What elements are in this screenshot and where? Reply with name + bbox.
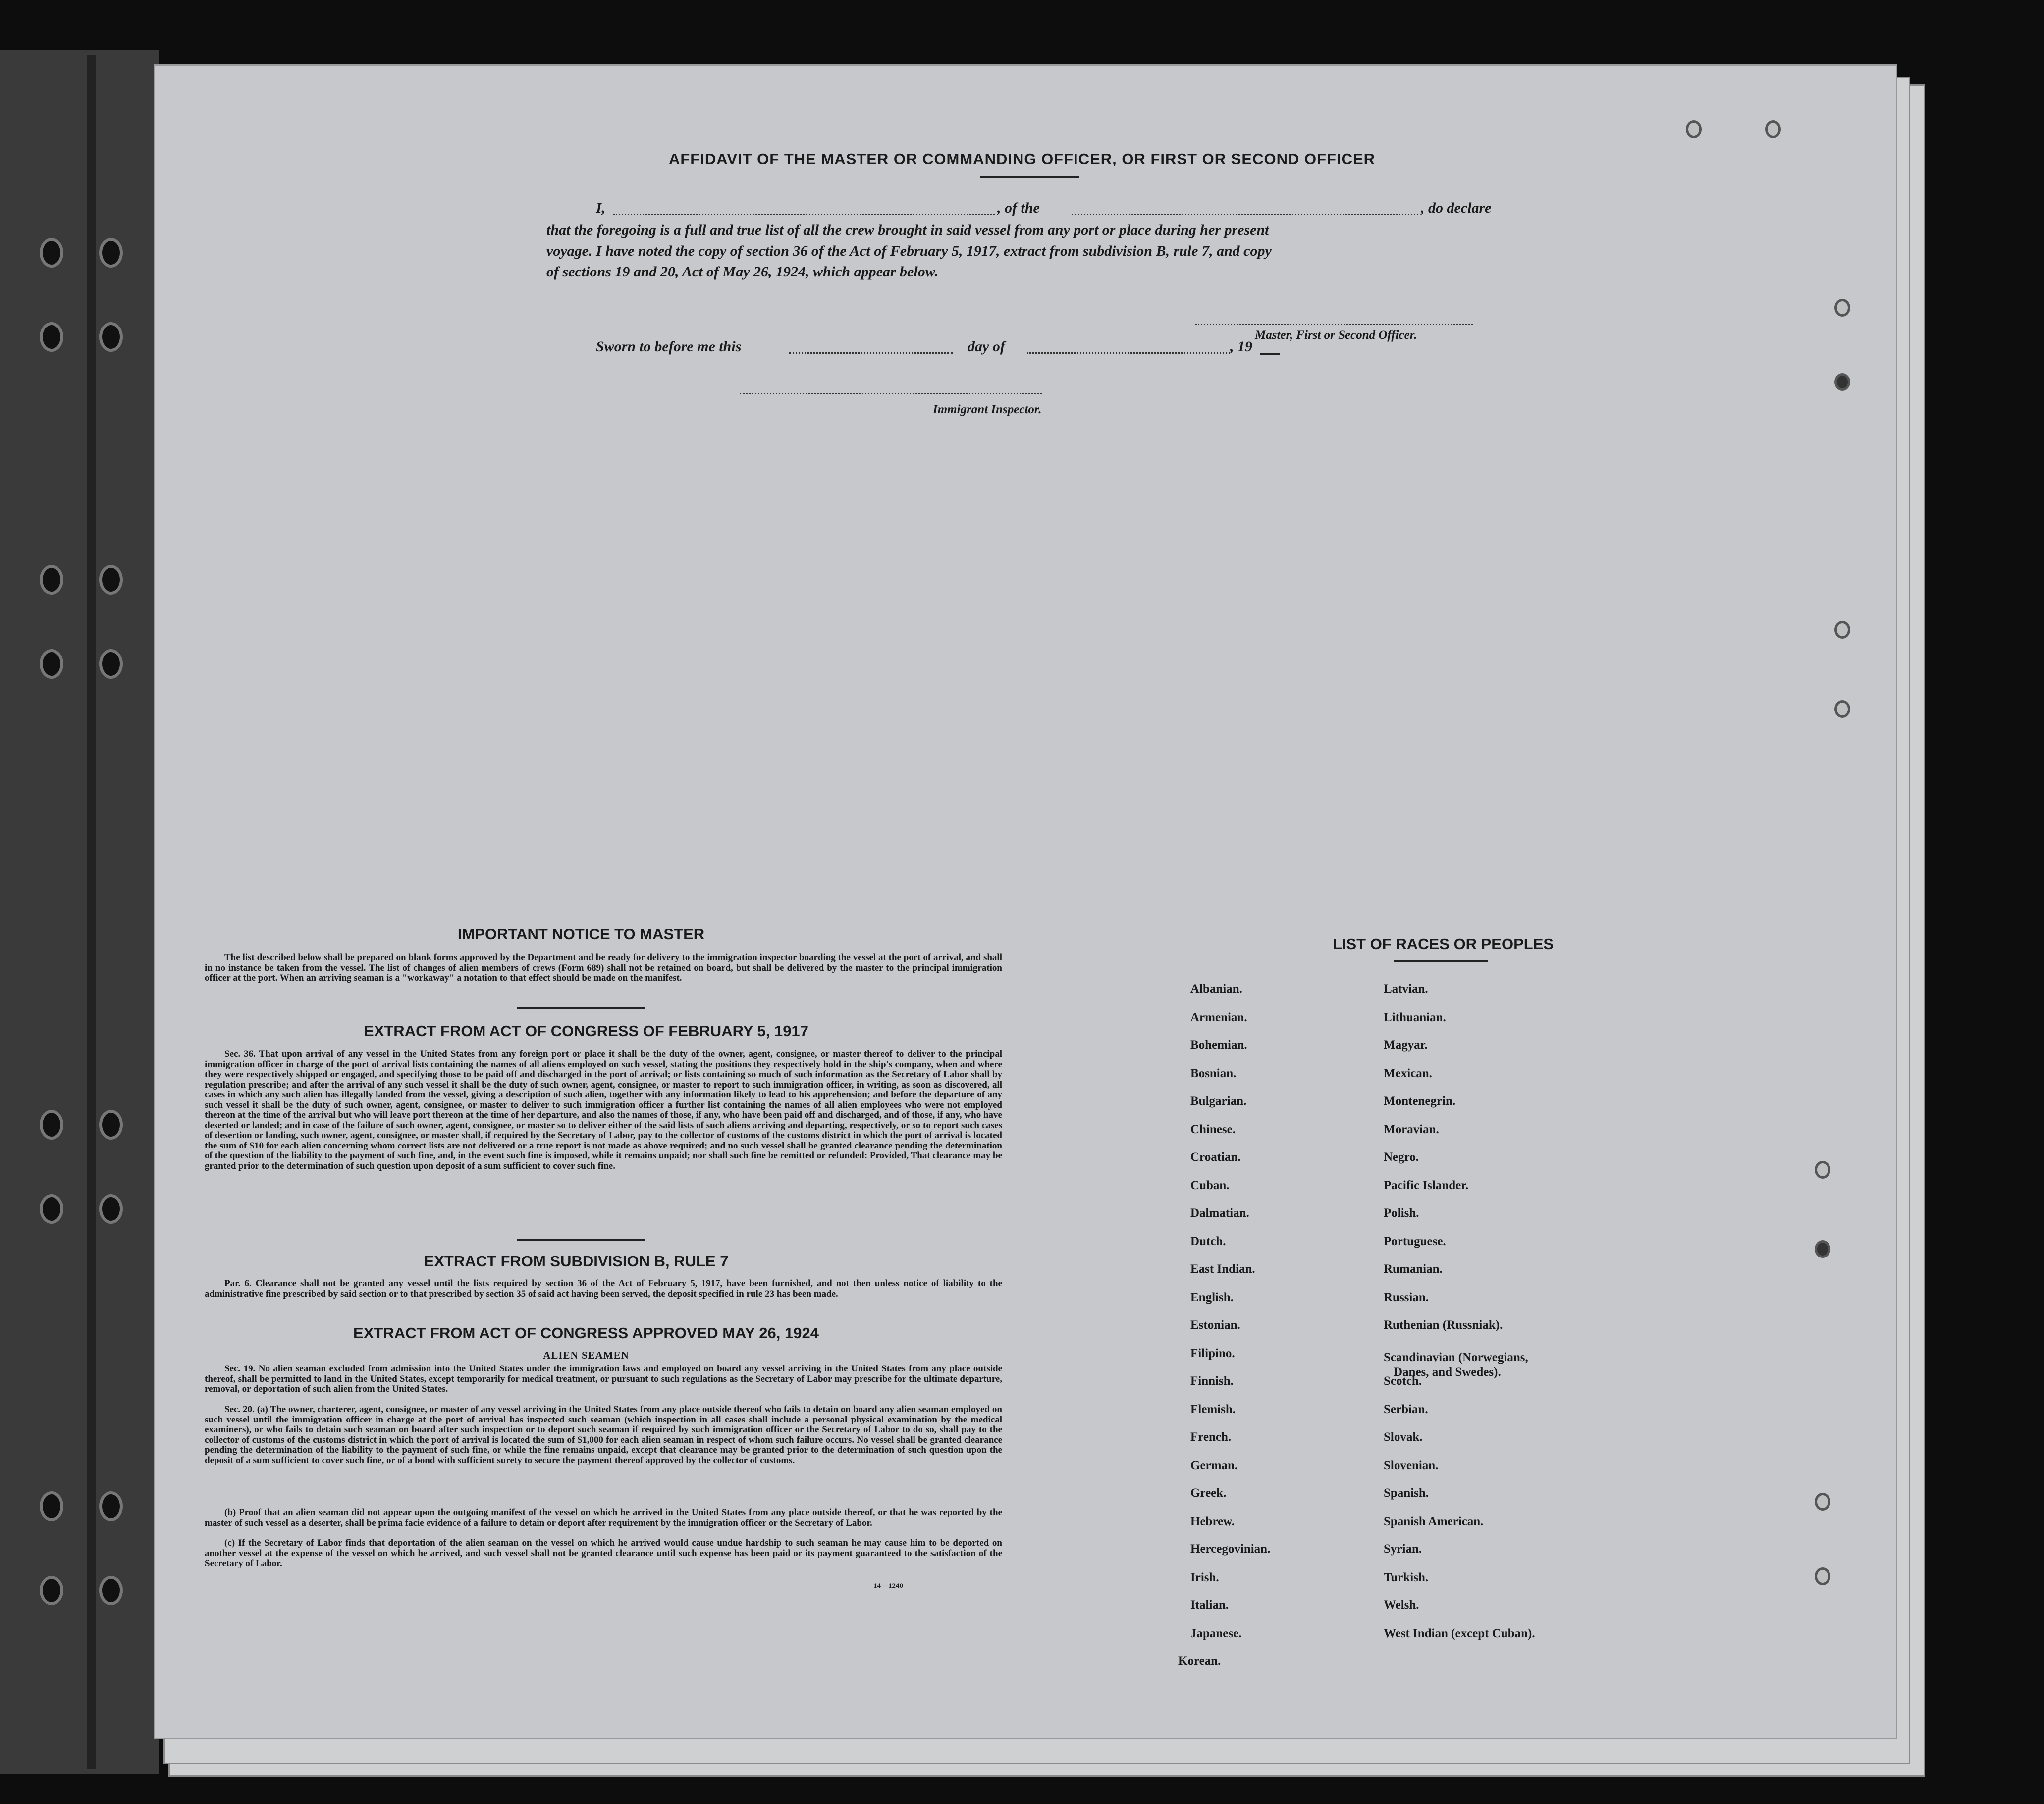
binder-hole (99, 649, 123, 679)
affidavit-title: AFFIDAVIT OF THE MASTER OR COMMANDING OFFICER, OR FIRST OR SECOND OFFICER (668, 150, 1376, 167)
punch-hole (1815, 1493, 1830, 1511)
race-item: Korean. (1178, 1654, 1221, 1668)
inspector-label: Immigrant Inspector. (933, 403, 1042, 416)
race-item: Irish. (1190, 1570, 1219, 1584)
sworn-prefix: Sworn to before me this (596, 338, 742, 355)
race-item: Slovenian. (1384, 1458, 1439, 1472)
binder-hole (99, 1576, 123, 1605)
race-item: Serbian. (1384, 1402, 1428, 1416)
subdivision-b-title: EXTRACT FROM SUBDIVISION B, RULE 7 (424, 1253, 729, 1270)
binder-hole (99, 322, 123, 352)
notice-title: IMPORTANT NOTICE TO MASTER (457, 926, 705, 943)
extract-1924-sec20a: Sec. 20. (a) The owner, charterer, agent, consignee, or master of any vessel arriving in the United States from any place outside thereof who fails to detain on board any alien seaman employed on such vessel until the immigration officer in charge at the port of arrival has inspected such seaman (which inspection in all cases shall include a personal physical examination by the medical examiners), or who fails to detain such seaman on board after such inspection or to deport such seaman if required by such immigration officer or the Secretary of Labor to do so, shall pay to the collector of customs of the customs district in which the port of arrival is located the sum of $1,000 for each alien seaman in respect of whom such failure occurs. No vessel shall be granted clearance pending the determination of the liability to the payment of such fine, or while the fine remains unpaid, except that clearance may be granted prior to the determination of such question upon the deposit of a sum sufficient to cover such fine, or of a bond with sufficient surety to secure the payment thereof approved by the collector of customs. (205, 1404, 1002, 1466)
race-item: Hercegovinian. (1190, 1542, 1271, 1556)
binder-hole (40, 649, 63, 679)
extract-1924-sec20b: (b) Proof that an alien seaman did not appear upon the outgoing manifest of the vessel on which he arrived in the United States from any place outside thereof, or that he was reported by the master of such vessel as a deserter, shall be prima facie evidence of a failure to detain or deport after requirement by the immigration officer or the Secretary of Labor. (205, 1507, 1002, 1528)
affidavit-text-line1: that the foregoing is a full and true list of all the crew brought in said vessel from any port or place during her present (546, 222, 1269, 238)
race-item: French. (1190, 1430, 1232, 1444)
race-item: Scotch. (1384, 1374, 1422, 1388)
section-rule (517, 1007, 645, 1009)
race-item: Latvian. (1384, 983, 1428, 996)
race-item: Ruthenian (Russniak). (1384, 1318, 1503, 1332)
race-item: Bosnian. (1190, 1066, 1237, 1080)
race-item: Flemish. (1190, 1402, 1236, 1416)
binder-hole (99, 1194, 123, 1224)
punch-hole (1834, 700, 1850, 718)
race-item: Montenegrin. (1384, 1094, 1456, 1108)
punch-hole (1815, 1161, 1830, 1179)
form-number: 14—1240 (873, 1582, 903, 1590)
race-item: Russian. (1384, 1290, 1429, 1304)
race-item: Armenian. (1190, 1010, 1247, 1024)
race-item: Dalmatian. (1190, 1206, 1249, 1220)
race-item: Estonian. (1190, 1318, 1240, 1332)
race-item: Finnish. (1190, 1374, 1234, 1388)
race-item: Dutch. (1190, 1234, 1226, 1248)
affidavit-text-line2: voyage. I have noted the copy of section 36 of the Act of February 5, 1917, extract from subdivision B, rule 7, and copy (546, 243, 1272, 259)
document-page (154, 64, 1897, 1739)
race-item: West Indian (except Cuban). (1384, 1626, 1535, 1640)
punch-hole (1834, 373, 1850, 391)
race-item: Croatian. (1190, 1150, 1241, 1164)
extract-1917-text: Sec. 36. That upon arrival of any vessel in the United States from any foreign port or place it shall be the duty of the owner, agent, consignee, or master thereof to deliver to the principal immigration officer in charge of the port of arrival lists containing the names of all aliens employed on such vessel, stating the positions they respectively hold in the ship's company, when and where they were respectively shipped or engaged, and specifying those to be paid off and discharged in the port of arrival; or lists containing so much of such information as the Secretary of Labor shall by regulation prescribe; and after the arrival of any such vessel it shall be the duty of such owner, agent, consignee, or master to report to such immigration officer, in writing, as soon as discovered, all cases in which any such alien has illegally landed from the vessel, giving a description of such alien, together with any information likely to lead to his apprehension; and before the departure of any such vessel it shall be the duty of such owner, agent, consignee, or master to deliver to such immigration officer a further list containing the names of all alien employees who were not employed thereon at the time of the arrival but who will leave port thereon at the time of her departure, and also the names of those, if any, who have been paid off and discharged, and of those, if any, who have deserted or landed; and in case of the failure of such owner, agent, consignee, or master so to deliver either of the said lists of such aliens arriving and departing, respectively, or so to report such cases of desertion or landing, such owner, agent, consignee, or master shall, if required by the Secretary of Labor, pay to the collector of customs of the customs district in which the port of arrival is located the sum of $10 for each alien concerning whom correct lists are not delivered or a true report is not made as above required; and no such vessel shall be granted clearance pending the determination of the question of the liability to the payment of such fine, and, in the event such fine is imposed, while it remains unpaid; nor shall such fine be remitted or refunded: Provided, That clearance may be granted prior to the determination of such question upon deposit of a sum sufficient to cover such fine. (205, 1049, 1002, 1171)
race-item: Welsh. (1384, 1598, 1419, 1612)
race-item: Polish. (1384, 1206, 1419, 1220)
race-item: Slovak. (1384, 1430, 1423, 1444)
binder-hole (40, 1576, 63, 1605)
section-rule (517, 1239, 645, 1241)
binder-hole (99, 238, 123, 268)
punch-hole (1815, 1240, 1830, 1258)
race-item: English. (1190, 1290, 1234, 1304)
races-rule (1394, 960, 1488, 962)
punch-hole (1765, 120, 1781, 138)
race-item: East Indian. (1190, 1262, 1255, 1276)
affidavit-text-line3: of sections 19 and 20, Act of May 26, 1924, which appear below. (546, 264, 939, 280)
race-item: Japanese. (1190, 1626, 1242, 1640)
sworn-year: , 19 (1230, 338, 1252, 355)
punch-hole (1686, 120, 1702, 138)
race-item: Danes, and Swedes). (1394, 1365, 1501, 1379)
subdivision-b-text: Par. 6. Clearance shall not be granted any vessel until the lists required by section 36 of the Act of February 5, 1917, have been furnished, and not then unless notice of liability to the administrative fine prescribed by said section or to that prescribed by section 35 of said act having been served, the deposit specified in rule 23 has been made. (205, 1278, 1002, 1299)
inspector-signature-line (740, 393, 1042, 394)
extract-1924-title: EXTRACT FROM ACT OF CONGRESS APPROVED MAY 26, 1924 (353, 1324, 819, 1342)
binder-hole (99, 1491, 123, 1521)
race-item: Hebrew. (1190, 1514, 1235, 1528)
sworn-day-blank (789, 352, 953, 354)
race-item: Mexican. (1384, 1066, 1432, 1080)
race-item: Spanish. (1384, 1486, 1429, 1500)
notice-text: The list described below shall be prepared on blank forms approved by the Department and be ready for delivery to the immigration inspector boarding the vessel at the port of arrival, and shall in no instance be taken from the vessel. The list of changes of alien members of crews (Form 689) shall not be retained on board, but shall be delivered by the master to the principal immigration officer at the port. When an arriving seaman is a "workaway" a notation to that effect should be made on the manifest. (205, 952, 1002, 983)
race-item: Italian. (1190, 1598, 1229, 1612)
punch-hole (1815, 1567, 1830, 1585)
race-item: Albanian. (1190, 983, 1242, 996)
sworn-year-blank (1260, 353, 1280, 355)
sworn-day-of: day of (968, 338, 1005, 355)
sworn-month-blank (1027, 352, 1230, 354)
race-item: Lithuanian. (1384, 1010, 1446, 1024)
affidavit-of-the-label: , of the (997, 200, 1040, 216)
race-item: Syrian. (1384, 1542, 1422, 1556)
binder-hole (40, 1194, 63, 1224)
race-item: Bohemian. (1190, 1039, 1247, 1052)
race-item: Portuguese. (1384, 1234, 1446, 1248)
name-blank (613, 214, 995, 215)
punch-hole (1834, 299, 1850, 317)
race-item: Turkish. (1384, 1570, 1429, 1584)
race-item: Bulgarian. (1190, 1094, 1247, 1108)
binder-hole (99, 565, 123, 595)
binder-hole (99, 1110, 123, 1140)
binder-spine (87, 55, 96, 1769)
race-item: Pacific Islander. (1384, 1178, 1469, 1192)
extract-1924-sec20c: (c) If the Secretary of Labor finds that deportation of the alien seaman on the vessel on which he arrived would cause undue hardship to such seaman he may cause him to be deported on another vessel at the expense of the vessel on which he arrived, and such vessel shall not be granted clearance until such expense has been paid or its payment guaranteed to the satisfaction of the Secretary of Labor. (205, 1538, 1002, 1569)
extract-1924-sec19: Sec. 19. No alien seaman excluded from admission into the United States under the immigration laws and employed on board any vessel arriving in the United States from any place outside thereof, shall be permitted to land in the United States, except temporarily for medical treatment, or pursuant to such regulations as the Secretary of Labor may prescribe for the ultimate departure, removal, or deportation of such alien from the United States. (205, 1364, 1002, 1394)
race-item: Cuban. (1190, 1178, 1230, 1192)
race-item: Filipino. (1190, 1346, 1235, 1360)
binder-hole (40, 565, 63, 595)
race-item: Rumanian. (1384, 1262, 1443, 1276)
extract-1924-subtitle: ALIEN SEAMEN (543, 1349, 629, 1361)
affidavit-declare-label: , do declare (1421, 200, 1492, 216)
master-signature-label: Master, First or Second Officer. (1255, 328, 1417, 342)
binder-hole (40, 1110, 63, 1140)
race-item: Moravian. (1384, 1122, 1439, 1136)
binder-hole (40, 1491, 63, 1521)
race-item: Spanish American. (1384, 1514, 1484, 1528)
race-item: Negro. (1384, 1150, 1419, 1164)
binder-strip (0, 50, 159, 1774)
race-item: German. (1190, 1458, 1238, 1472)
binder-hole (40, 238, 63, 268)
affidavit-i-label: I, (596, 200, 606, 216)
master-signature-line (1195, 324, 1473, 325)
races-title: LIST OF RACES OR PEOPLES (1332, 935, 1554, 953)
vessel-blank (1072, 214, 1418, 215)
race-item: Magyar. (1384, 1039, 1428, 1052)
binder-hole (40, 322, 63, 352)
extract-1917-title: EXTRACT FROM ACT OF CONGRESS OF FEBRUARY 5, 1917 (364, 1022, 808, 1039)
punch-hole (1834, 621, 1850, 639)
race-item: Greek. (1190, 1486, 1227, 1500)
title-rule (980, 176, 1079, 178)
race-item: Scandinavian (Norwegians, (1384, 1350, 1528, 1364)
race-item: Chinese. (1190, 1122, 1236, 1136)
